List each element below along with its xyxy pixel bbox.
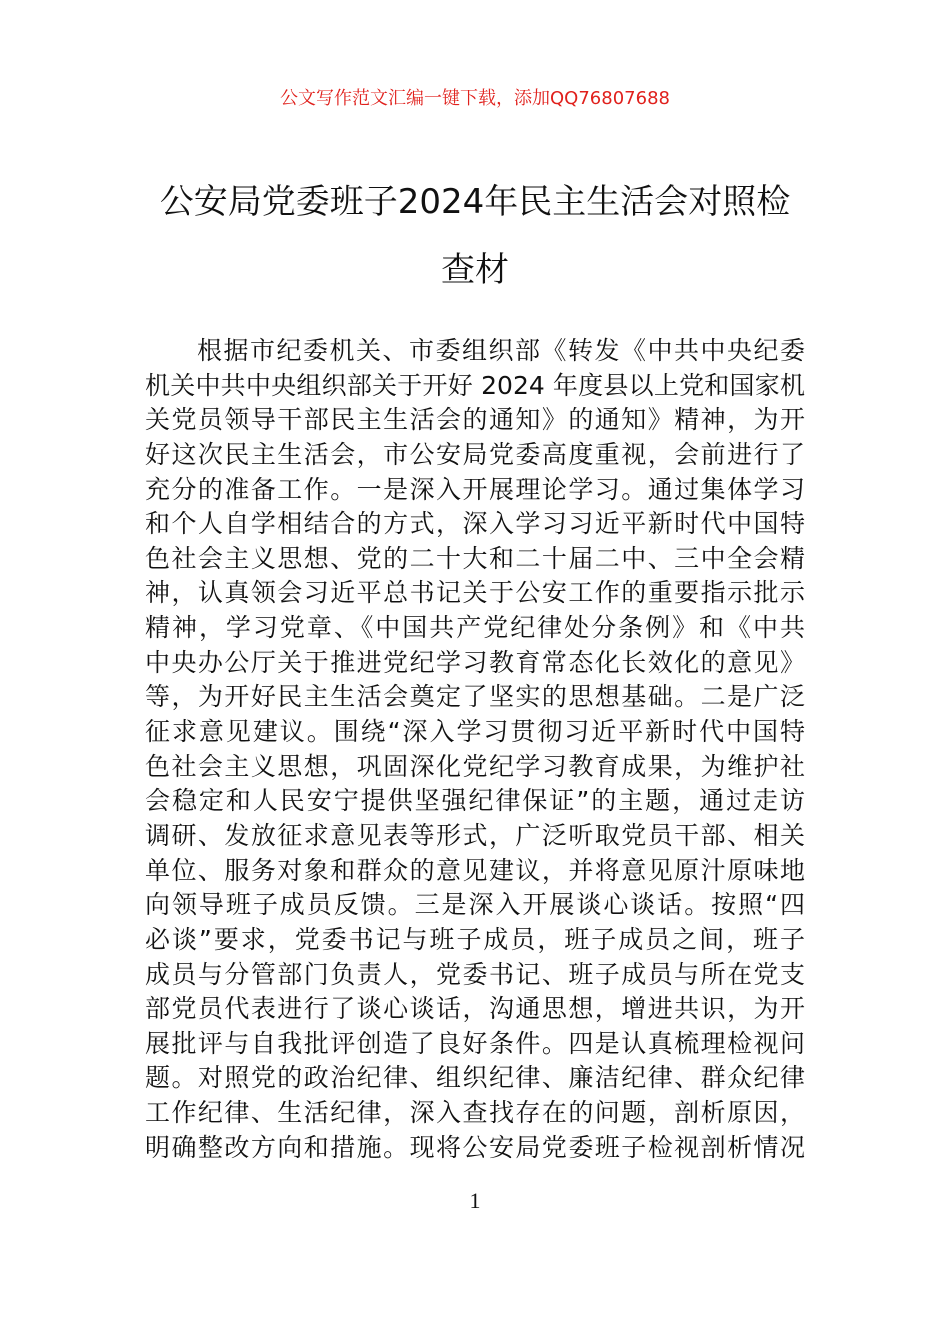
body-line: 机关中共中央组织部关于开好 2024 年度县以上党和国家机 [145, 370, 805, 400]
body-line: 征求意见建议。围绕“深入学习贯彻习近平新时代中国特 [145, 717, 805, 747]
body-line: 精神，学习党章、《中国共产党纪律处分条例》和《中共 [145, 613, 805, 643]
document-title-line-2: 查材 [441, 250, 509, 290]
body-line: 题。对照党的政治纪律、组织纪律、廉洁纪律、群众纪律 [145, 1063, 805, 1093]
body-line: 神，认真领会习近平总书记关于公安工作的重要指示批示 [145, 578, 805, 608]
promo-header: 公文写作范文汇编一键下载，添加QQ76807688 [280, 88, 670, 109]
body-line: 会稳定和人民安宁提供坚强纪律保证”的主题，通过走访 [145, 786, 805, 816]
body-line: 调研、发放征求意见表等形式，广泛听取党员干部、相关 [145, 820, 805, 850]
body-line: 中央办公厅关于推进党纪学习教育常态化长效化的意见》 [145, 647, 805, 677]
body-line: 部党员代表进行了谈心谈话，沟通思想，增进共识，为开 [145, 994, 805, 1024]
body-line: 关党员领导干部民主生活会的通知》的通知》精神，为开 [145, 405, 805, 435]
body-line: 成员与分管部门负责人，党委书记、班子成员与所在党支 [145, 959, 805, 989]
body-line: 和个人自学相结合的方式，深入学习习近平新时代中国特 [145, 509, 805, 539]
page-number: 1 [469, 1188, 481, 1213]
body-line: 单位、服务对象和群众的意见建议，并将意见原汁原味地 [145, 855, 805, 885]
body-line: 好这次民主生活会，市公安局党委高度重视，会前进行了 [145, 439, 805, 469]
body-line: 色社会主义思想，巩固深化党纪学习教育成果，为维护社 [145, 751, 805, 781]
body-line: 展批评与自我批评创造了良好条件。四是认真梳理检视问 [145, 1028, 805, 1058]
body-line: 工作纪律、生活纪律，深入查找存在的问题，剖析原因， [145, 1098, 805, 1128]
body-line: 色社会主义思想、党的二十大和二十届二中、三中全会精 [145, 543, 805, 573]
body-line: 明确整改方向和措施。现将公安局党委班子检视剖析情况 [145, 1132, 805, 1162]
body-line: 等，为开好民主生活会奠定了坚实的思想基础。二是广泛 [145, 682, 805, 712]
document-body [145, 334, 805, 1165]
body-line: 向领导班子成员反馈。三是深入开展谈心谈话。按照“四 [145, 890, 805, 920]
body-line: 必谈”要求，党委书记与班子成员，班子成员之间，班子 [145, 924, 805, 954]
body-line: 充分的准备工作。一是深入开展理论学习。通过集体学习 [145, 474, 805, 504]
body-line: 根据市纪委机关、市委组织部《转发《中共中央纪委 [197, 336, 805, 365]
document-title-line-1: 公安局党委班子2024年民主生活会对照检 [159, 182, 791, 222]
